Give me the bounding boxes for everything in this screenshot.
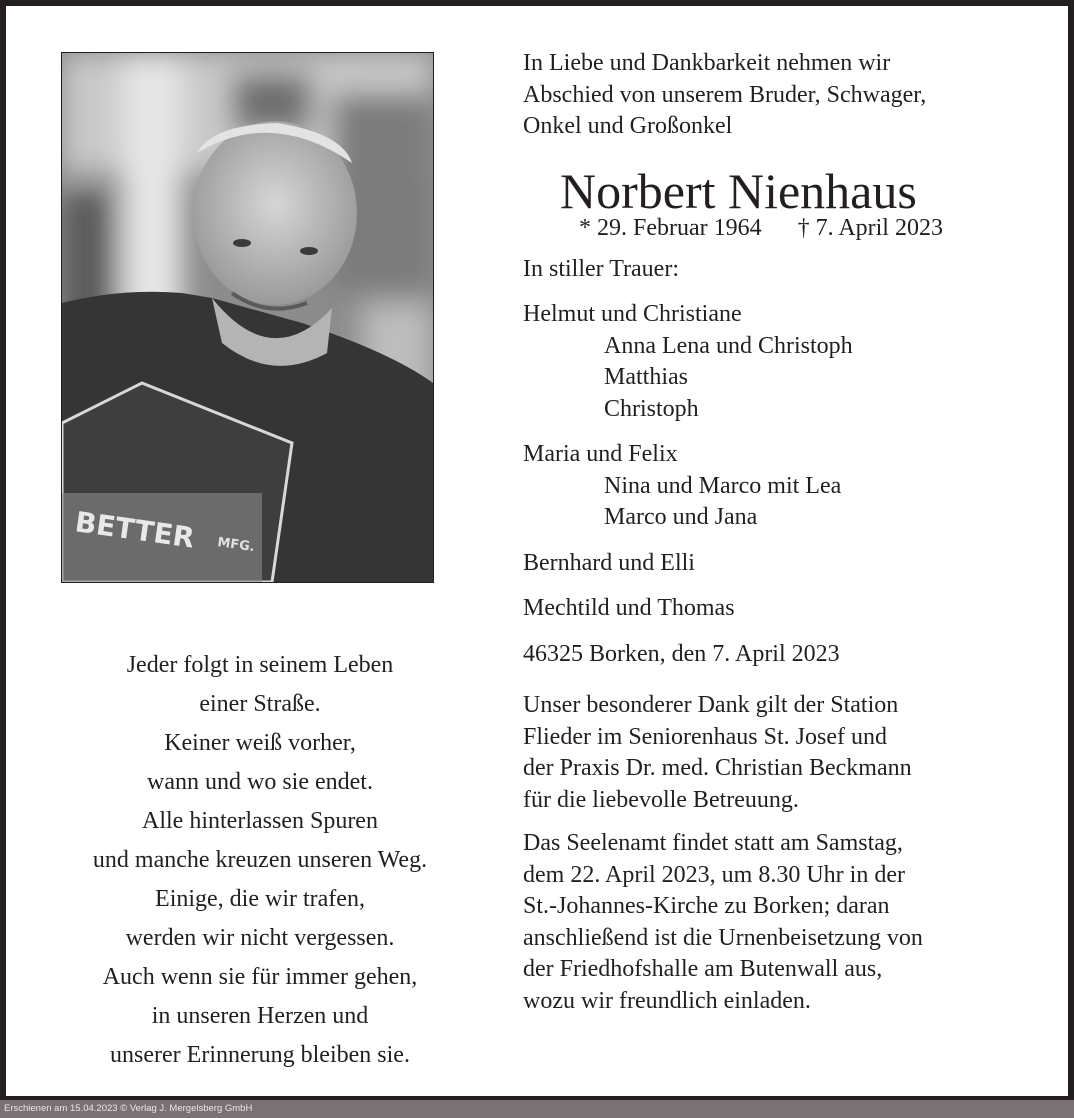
service-line: dem 22. April 2023, um 8.30 Uhr in der (523, 861, 905, 888)
service-line: Das Seelenamt findet statt am Samstag, (523, 830, 903, 856)
family-member: Marco und Jana (604, 504, 758, 530)
poem-line: Alle hinterlassen Spuren (142, 808, 378, 834)
service-line: wozu wir freundlich einladen. (523, 987, 811, 1014)
service-line: St.-Johannes-Kirche zu Borken; daran (523, 893, 890, 919)
poem (40, 646, 480, 1075)
family-group (523, 299, 1043, 425)
thanks-text (523, 690, 1043, 816)
poem-line: unserer Erinnerung bleiben sie. (110, 1042, 410, 1068)
thanks-line: Unser besonderer Dank gilt der Station (523, 692, 899, 718)
poem-line: wann und wo sie endet. (147, 769, 373, 795)
intro-line: In Liebe und Dankbarkeit nehmen wir (523, 50, 891, 76)
poem-line: Auch wenn sie für immer gehen, (102, 964, 418, 990)
service-line: der Friedhofshalle am Butenwall aus, (523, 956, 883, 982)
poem-line: Jeder folgt in seinem Leben (126, 652, 394, 678)
family-member: Matthias (604, 364, 688, 390)
portrait-photo (61, 52, 434, 583)
life-dates (579, 215, 1043, 242)
publication-footer: Erschienen am 15.04.2023 © Verlag J. Mergelsberg GmbH (4, 1103, 253, 1114)
intro-line: Onkel und Großonkel (523, 113, 733, 139)
poem-line: Keiner weiß vorher, (164, 730, 356, 756)
portrait-image (62, 53, 433, 582)
service-text (523, 828, 1043, 1017)
birth-date: * 29. Februar 1964 (579, 214, 762, 241)
family-group (523, 593, 1043, 625)
poem-line: und manche kreuzen unseren Weg. (92, 847, 428, 873)
notice-text-column (523, 48, 1043, 1017)
shirt-print-subtext: MFG. (216, 535, 256, 556)
mourning-label: In stiller Trauer: (523, 255, 679, 282)
family-head: Maria und Felix (523, 441, 678, 467)
intro-text (523, 48, 1043, 143)
place-date: 46325 Borken, den 7. April 2023 (523, 640, 840, 667)
poem-line: werden wir nicht vergessen. (125, 925, 395, 951)
poem-line: in unseren Herzen und (151, 1003, 369, 1029)
deceased-name: Norbert Nienhaus (560, 162, 917, 219)
shirt-print-text: BETTER (73, 505, 197, 555)
family-head: Mechtild und Thomas (523, 595, 735, 621)
poem-line: Einige, die wir trafen, (155, 886, 365, 912)
thanks-line: für die liebevolle Betreuung. (523, 786, 799, 813)
intro-line: Abschied von unserem Bruder, Schwager, (523, 81, 927, 108)
family-member: Anna Lena und Christoph (604, 332, 853, 359)
service-line: anschließend ist die Urnenbeisetzung von (523, 924, 923, 951)
family-head: Helmut und Christiane (523, 301, 742, 327)
family-group (523, 548, 1043, 580)
family-head: Bernhard und Elli (523, 549, 695, 576)
family-member: Christoph (604, 395, 699, 422)
thanks-line: Flieder im Seniorenhaus St. Josef und (523, 723, 887, 750)
poem-line: einer Straße. (199, 691, 321, 717)
family-group (523, 439, 1043, 534)
obituary-notice (6, 6, 1068, 1096)
death-date: † 7. April 2023 (797, 214, 943, 241)
thanks-line: der Praxis Dr. med. Christian Beckmann (523, 755, 912, 781)
family-member: Nina und Marco mit Lea (604, 472, 842, 499)
